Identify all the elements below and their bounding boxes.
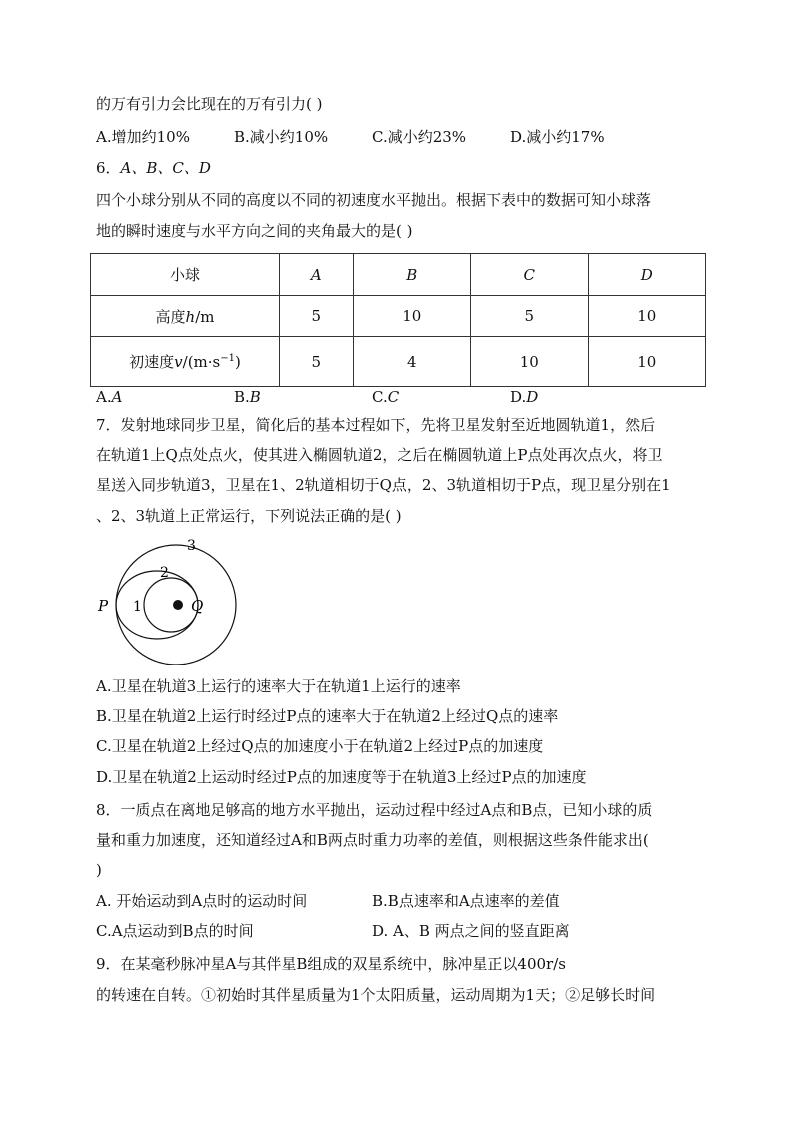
q6-heading: [96, 157, 211, 179]
q5-option-d[interactable]: D.减小约17%: [510, 128, 605, 146]
table-header-ball-d: D: [588, 254, 706, 296]
table-header-ball-a: A: [280, 254, 354, 296]
label-1: 1: [133, 599, 142, 615]
table-cell: 5: [280, 337, 354, 387]
table-header-label: 小球: [91, 254, 280, 296]
q9-stem-line-2: 的转速在自转。①初始时其伴星质量为1个太阳质量，运动周期为1天；②足够长时间: [96, 986, 656, 1004]
q7-option-c[interactable]: C.卫星在轨道2上经过Q点的加速度小于在轨道2上经过P点的加速度: [96, 737, 544, 755]
q8-option-a[interactable]: A. 开始运动到A点时的运动时间: [96, 892, 308, 910]
q5-option-a[interactable]: A.增加约10%: [96, 128, 190, 146]
q6-option-a[interactable]: A.A: [96, 388, 123, 406]
label-2: 2: [160, 565, 169, 581]
table-row: [91, 337, 706, 387]
table-cell: 10: [471, 337, 588, 387]
q8-option-c[interactable]: C.A点运动到B点的时间: [96, 922, 254, 940]
q5-option-b[interactable]: B.减小约10%: [234, 128, 329, 146]
q6-option-c[interactable]: C.C: [372, 388, 400, 406]
q7-option-b[interactable]: B.卫星在轨道2上运行时经过P点的速率大于在轨道2上经过Q点的速率: [96, 707, 559, 725]
label-p: P: [98, 597, 109, 615]
table-cell: 10: [588, 296, 706, 337]
q7-stem-line-3: 星送入同步轨道3，卫星在1、2轨道相切于Q点，2、3轨道相切于P点，现卫星分别在1: [96, 476, 671, 494]
orbit-diagram: [92, 535, 242, 665]
q7-stem-line-2: 在轨道1上Q点处点火，使其进入椭圆轨道2，之后在椭圆轨道上P点处再次点火，将卫: [96, 446, 663, 464]
q7-stem-line-1: 7．发射地球同步卫星，简化后的基本过程如下，先将卫星发射至近地圆轨道1，然后: [96, 416, 656, 434]
q8-option-d[interactable]: D. A、B 两点之间的竖直距离: [372, 922, 570, 940]
label-q: Q: [191, 597, 204, 615]
table-header-ball-c: C: [471, 254, 588, 296]
q6-letters: A、B、C、D: [120, 159, 211, 177]
table-cell: 5: [280, 296, 354, 337]
q7-option-a[interactable]: A.卫星在轨道3上运行的速率大于在轨道1上运行的速率: [96, 677, 461, 695]
q8-stem-line-1: 8．一质点在离地足够高的地方水平抛出，运动过程中经过A点和B点，已知小球的质: [96, 801, 653, 819]
q5-stem-tail: 的万有引力会比现在的万有引力( ): [96, 95, 323, 113]
orbit-2-ellipse: [116, 571, 198, 639]
q8-option-b[interactable]: B.B点速率和A点速率的差值: [372, 892, 560, 910]
q6-stem-line-2: 地的瞬时速度与水平方向之间的夹角最大的是( ): [96, 222, 413, 240]
table-row: [91, 296, 706, 337]
q6-option-b[interactable]: B.B: [234, 388, 261, 406]
q6-stem-line-1: 四个小球分别从不同的高度以不同的初速度水平抛出。根据下表中的数据可知小球落: [96, 191, 652, 209]
q8-stem-line-2: 量和重力加速度，还知道经过A和B两点时重力功率的差值，则根据这些条件能求出(: [96, 831, 649, 849]
label-3: 3: [187, 538, 196, 554]
table-cell: 5: [471, 296, 588, 337]
table-height-label: 高度h/m: [91, 296, 280, 337]
table-speed-label: 初速度$v/(m\cdot s^{-1})$: [91, 337, 280, 387]
earth-dot: [173, 600, 183, 610]
table-row: [91, 254, 706, 296]
q6-data-table: [90, 253, 706, 387]
q6-option-d[interactable]: D.D: [510, 388, 539, 406]
table-header-ball-b: B: [353, 254, 470, 296]
q5-option-c[interactable]: C.减小约23%: [372, 128, 467, 146]
q8-stem-line-3: ): [96, 861, 102, 879]
q6-number: 6．: [96, 159, 121, 177]
orbit-1-circle: [144, 578, 198, 632]
table-cell: 4: [353, 337, 470, 387]
q7-stem-line-4: 、2、3轨道上正常运行，下列说法正确的是( ): [96, 507, 402, 525]
q7-option-d[interactable]: D.卫星在轨道2上运动时经过P点的加速度等于在轨道3上经过P点的加速度: [96, 768, 587, 786]
table-cell: 10: [353, 296, 470, 337]
q9-stem-line-1: 9．在某毫秒脉冲星A与其伴星B组成的双星系统中，脉冲星正以400r/s: [96, 955, 566, 973]
table-cell: 10: [588, 337, 706, 387]
